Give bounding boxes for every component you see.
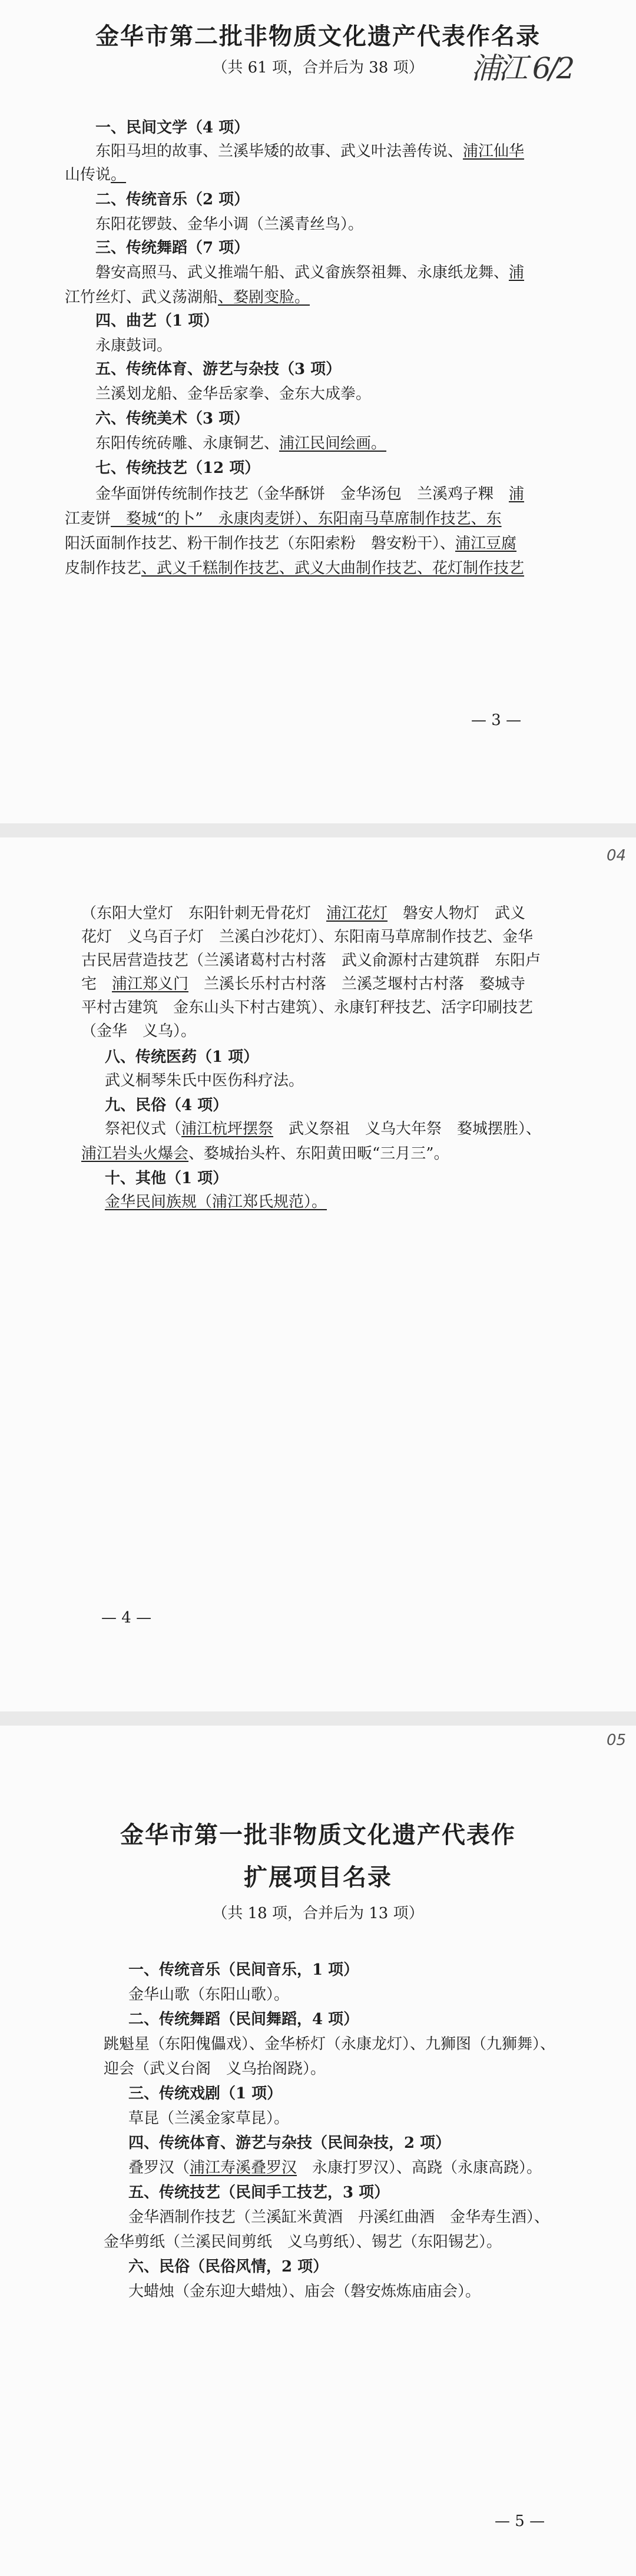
page-title-line-2: 扩展项目名录: [244, 1863, 392, 1891]
section-heading: [95, 359, 341, 379]
section-heading: [128, 2183, 389, 2203]
line-text: 六、传统美术（3 项）: [95, 410, 250, 428]
body-line: [81, 974, 525, 994]
body-line: [65, 558, 524, 578]
line-text: （东阳大堂灯 东阳针刺无骨花灯: [81, 905, 327, 922]
section-heading: [128, 2257, 328, 2277]
body-line: [81, 927, 533, 947]
page-separator: [0, 1711, 636, 1726]
page-separator: [0, 823, 636, 837]
section-heading: [95, 458, 260, 478]
underlined-text: 婺城“的卜” 永康肉麦饼）、东阳南马草席制作技艺、东: [111, 510, 502, 528]
body-line: [128, 2158, 542, 2178]
line-text: 一、传统音乐（民间音乐，1 项）: [128, 1961, 359, 1979]
page-subtitle: （共 61 项，合并后为 38 项）: [212, 59, 424, 77]
section-heading: [128, 2133, 450, 2153]
section-heading: [105, 1168, 228, 1188]
page-corner-mark: 04: [607, 847, 627, 865]
body-line: [65, 534, 516, 554]
line-text: 平村古建筑 金东山头下村古建筑）、永康钉秤技艺、活字印刷技艺: [81, 999, 534, 1017]
underlined-text: 浦江杭坪摆祭: [181, 1120, 274, 1138]
page-title-line-1: 金华市第一批非物质文化遗产代表作: [120, 1821, 516, 1849]
line-text: 阳沃面制作技艺、粉干制作技艺（东阳索粉 磐安粉干）、: [65, 535, 456, 552]
underlined-text: 、婺剧变脸。: [218, 289, 310, 306]
line-text: 九、民俗（4 项）: [105, 1097, 228, 1114]
document-page-5: [0, 1726, 636, 2576]
line-text: 跳魁星（东阳傀儡戏）、金华桥灯（永康龙灯）、九狮图（九狮舞）、: [104, 2035, 556, 2053]
line-text: 武义桐琴朱氏中医伤科疗法。: [105, 1072, 304, 1090]
line-text: 永康打罗汉）、高跷（永康高跷）。: [297, 2159, 542, 2177]
body-line: [95, 214, 363, 234]
underlined-text: 浦: [509, 485, 525, 503]
body-line: [128, 1985, 289, 2005]
page-number: — 3 —: [471, 711, 522, 729]
line-text: 宅: [81, 975, 112, 993]
page-corner-mark: 05: [607, 1731, 627, 1749]
line-text: 江麦饼: [65, 510, 111, 528]
body-line: [128, 2108, 289, 2128]
line-text: 四、曲艺（1 项）: [95, 312, 219, 330]
line-text: 五、传统体育、游艺与杂技（3 项）: [95, 360, 342, 378]
line-text: 八、传统医药（1 项）: [105, 1048, 259, 1066]
line-text: 武义祭祖 义乌大年祭 婺城摆胜）、: [273, 1120, 542, 1138]
body-line: [95, 484, 524, 504]
line-text: 东阳花锣鼓、金华小调（兰溪青丝鸟）。: [95, 216, 364, 233]
line-text: 金华山歌（东阳山歌）。: [128, 1986, 290, 2004]
handwritten-signature: 浦江 6/2: [471, 51, 573, 85]
section-heading: [105, 1095, 228, 1115]
body-line: [104, 2059, 326, 2079]
underlined-text: 浦江郑义门: [112, 975, 189, 993]
underlined-text: 浦江岩头火爆会: [81, 1145, 189, 1163]
line-text: 兰溪划龙船、金华岳家拳、金东大成拳。: [95, 385, 372, 403]
line-text: （金华 义乌）。: [81, 1022, 197, 1040]
body-line: [128, 2282, 481, 2302]
body-line: [105, 1071, 304, 1091]
line-text: 东阳马坦的故事、兰溪毕矮的故事、武义叶法善传说、: [95, 143, 463, 160]
line-text: 磐安人物灯 武义: [387, 905, 526, 922]
line-text: 皮制作技艺: [65, 559, 142, 577]
line-text: 东阳传统砖雕、永康铜艺、: [95, 435, 280, 452]
line-text: 三、传统戏剧（1 项）: [128, 2085, 283, 2102]
document-page-3: [0, 0, 636, 823]
underlined-text: 浦江仙华: [463, 143, 525, 160]
section-heading: [95, 409, 249, 429]
underlined-text: 浦江花灯: [326, 905, 388, 922]
line-text: 山传说: [65, 166, 111, 184]
page-subtitle: （共 18 项，合并后为 13 项）: [212, 1905, 424, 1922]
underlined-text: 、武义千糕制作技艺、武义大曲制作技艺、花灯制作技艺: [141, 559, 525, 577]
line-text: 江竹丝灯、武义荡湖船: [65, 289, 218, 306]
body-line: [65, 165, 126, 185]
underlined-text: 浦: [509, 264, 525, 282]
section-heading: [95, 238, 249, 258]
line-text: 三、传统舞蹈（7 项）: [95, 239, 250, 257]
line-text: 金华面饼传统制作技艺（金华酥饼 金华汤包 兰溪鸡子粿: [95, 485, 509, 503]
body-line: [105, 1119, 541, 1139]
line-text: 五、传统技艺（民间手工技艺，3 项）: [128, 2184, 390, 2201]
body-line: [128, 2207, 549, 2227]
body-line: [95, 336, 172, 356]
body-line: [105, 1192, 327, 1212]
document-page-4: [0, 837, 636, 1711]
line-text: 六、民俗（民俗风情，2 项）: [128, 2258, 329, 2276]
page-title: 金华市第二批非物质文化遗产代表作名录: [95, 22, 541, 50]
body-line: [81, 951, 541, 971]
line-text: 金华酒制作技艺（兰溪缸米黄酒 丹溪红曲酒 金华寿生酒）、: [128, 2209, 550, 2226]
line-text: 一、民间文学（4 项）: [95, 119, 250, 137]
line-text: 磐安高照马、武义推端午船、武义畲族祭祖舞、永康纸龙舞、: [95, 264, 509, 282]
line-text: 叠罗汉（: [128, 2159, 190, 2177]
line-text: 花灯 义乌百子灯 兰溪白沙花灯）、东阳南马草席制作技艺、金华: [81, 928, 534, 946]
line-text: 二、传统舞蹈（民间舞蹈，4 项）: [128, 2011, 359, 2028]
body-line: [81, 1021, 196, 1041]
body-line: [81, 998, 533, 1018]
line-text: 大蜡烛（金东迎大蜡烛）、庙会（磐安炼炼庙庙会）。: [128, 2283, 481, 2300]
underlined-text: 浦江民间绘画。: [279, 435, 387, 452]
underlined-text: 金华民间族规（浦江郑氏规范）。: [105, 1193, 327, 1211]
line-text: 永康鼓词。: [95, 337, 173, 355]
body-line: [65, 509, 502, 529]
body-line: [95, 433, 386, 453]
line-text: 兰溪长乐村古村落 兰溪芝堰村古村落 婺城寺: [188, 975, 526, 993]
section-heading: [128, 2084, 282, 2104]
section-heading: [128, 2009, 359, 2029]
section-heading: [128, 1960, 359, 1980]
body-line: [104, 2232, 502, 2252]
body-line: [95, 384, 371, 404]
line-text: 古民居营造技艺（兰溪诸葛村古村落 武义俞源村古建筑群 东阳卢: [81, 952, 541, 969]
line-text: 、婺城抬头杵、东阳黄田畈“三月三”。: [188, 1145, 449, 1163]
body-line: [95, 263, 524, 283]
underlined-text: 浦江豆腐: [455, 535, 517, 552]
section-heading: [105, 1047, 259, 1067]
section-heading: [95, 311, 218, 331]
underlined-text: 。: [111, 166, 127, 184]
line-text: 祭祀仪式（: [105, 1120, 182, 1138]
body-line: [95, 141, 524, 161]
section-heading: [95, 190, 249, 210]
line-text: 二、传统音乐（2 项）: [95, 191, 250, 208]
underlined-text: 浦江寿溪叠罗汉: [190, 2159, 297, 2177]
body-line: [104, 2034, 555, 2054]
line-text: 草昆（兰溪金家草昆）。: [128, 2110, 290, 2127]
body-line: [81, 903, 525, 923]
line-text: 迎会（武义台阁 义乌抬阁跷）。: [104, 2060, 326, 2078]
page-number: — 5 —: [495, 2512, 545, 2530]
line-text: 十、其他（1 项）: [105, 1170, 228, 1187]
line-text: 金华剪纸（兰溪民间剪纸 义乌剪纸）、锡艺（东阳锡艺）。: [104, 2233, 502, 2251]
line-text: 七、传统技艺（12 项）: [95, 459, 260, 477]
body-line: [81, 1144, 449, 1164]
line-text: 四、传统体育、游艺与杂技（民间杂技，2 项）: [128, 2134, 451, 2152]
page-number: — 4 —: [101, 1609, 152, 1627]
body-line: [65, 287, 310, 307]
section-heading: [95, 118, 249, 138]
